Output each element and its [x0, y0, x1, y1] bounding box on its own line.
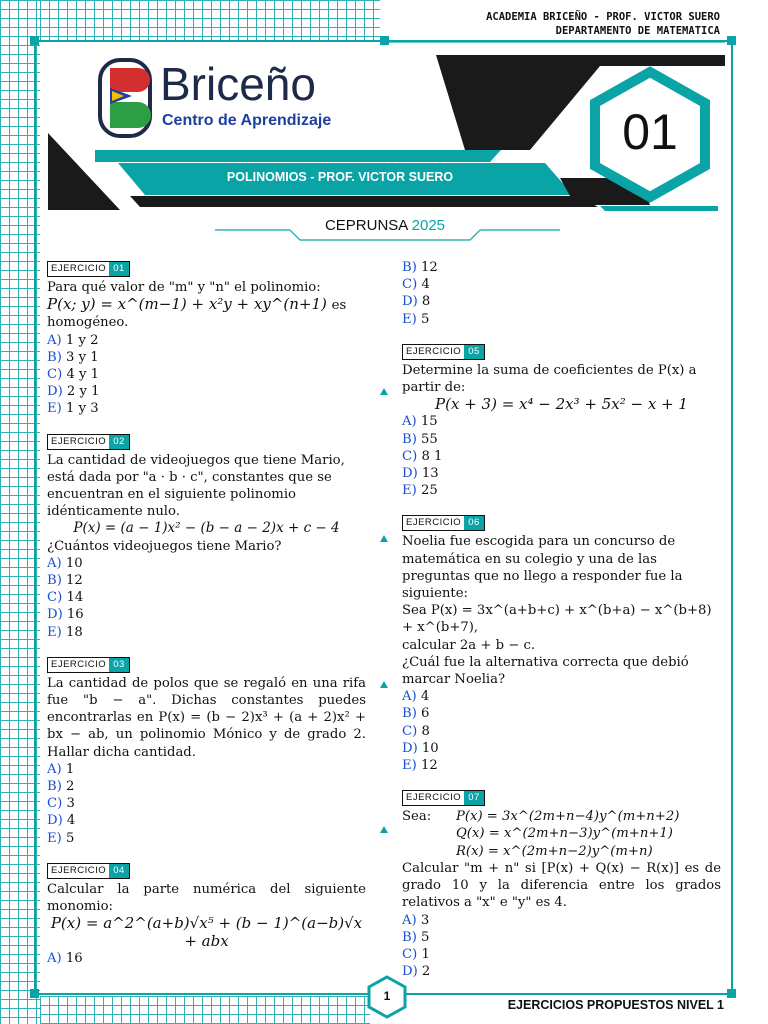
- option-value: 4 y 1: [66, 367, 100, 383]
- option-value: 4: [421, 277, 430, 293]
- option-letter: C): [402, 946, 418, 962]
- bullet-triangle-icon: [380, 681, 388, 688]
- option-value: 10: [65, 555, 83, 571]
- option-value: 13: [421, 466, 439, 482]
- option-letter: A): [47, 332, 62, 348]
- exercise-04: [47, 861, 366, 967]
- option-letter: E): [47, 830, 62, 846]
- option-value: 5: [420, 311, 430, 327]
- sea-label: Sea:: [402, 809, 432, 825]
- answer-option: [402, 276, 721, 293]
- bullet-triangle-icon: [380, 535, 388, 542]
- option-value: 16: [66, 607, 84, 623]
- option-letter: E): [402, 758, 417, 774]
- option-list: [47, 950, 366, 967]
- exercise-statement: La cantidad de polos que se regaló en una rifa fue "b − a". Dichas constantes puedes encontrarlas en P(x) = (b − 2)x³ + (a + 2)x² + bx − ab, un polinomio Mónico y de grado 2. Hallar dicha cantidad.: [47, 675, 366, 760]
- option-list: [402, 413, 721, 499]
- q-definition: Q(x) = x^(2m+n−3)y^(m+n+1): [456, 826, 673, 842]
- answer-option: [47, 349, 366, 366]
- exercise-tag: EJERCICIO 01: [47, 261, 130, 277]
- answer-option: [402, 448, 721, 465]
- exercise-04-continued: [402, 259, 721, 328]
- definitions: [402, 808, 721, 860]
- exam-year: 2025: [411, 217, 446, 234]
- answer-option: [47, 572, 366, 589]
- option-letter: A): [47, 950, 62, 966]
- option-value: 15: [420, 414, 438, 430]
- answer-option: [47, 366, 366, 383]
- exercise-question: ¿Cuántos videojuegos tiene Mario?: [47, 538, 282, 554]
- option-list: [47, 555, 366, 641]
- answer-option: [402, 912, 721, 929]
- option-value: 18: [65, 624, 83, 640]
- option-value: 6: [421, 706, 430, 722]
- answer-option: [47, 761, 366, 778]
- option-value: 1: [65, 761, 75, 777]
- option-letter: A): [402, 912, 417, 928]
- option-letter: B): [402, 260, 417, 275]
- exercise-statement: La cantidad de videojuegos que tiene Mario, está dada por "a · b · c", constantes que se encuentran en el siguiente polinomio idénticamente nulo.: [47, 452, 345, 520]
- answer-option: [402, 740, 721, 757]
- option-letter: B): [402, 431, 417, 447]
- answer-option: [402, 259, 721, 276]
- exercise-tag: EJERCICIO 02: [47, 434, 130, 450]
- answer-option: [402, 946, 721, 963]
- p-definition: P(x) = 3x^(2m+n−4)y^(m+n+2): [456, 809, 680, 825]
- exercise-formula: Sea P(x) = 3x^(a+b+c) + x^(b+a) − x^(b+8) + x^(b+7),: [402, 603, 712, 636]
- answer-option: [47, 606, 366, 623]
- exercise-tag: EJERCICIO 05: [402, 344, 485, 360]
- option-letter: C): [402, 723, 418, 739]
- option-list: [402, 259, 721, 328]
- corner-square: [30, 989, 39, 998]
- exercise-statement-end: homogéneo.: [47, 315, 129, 331]
- option-letter: D): [402, 294, 418, 310]
- exercise-tag: EJERCICIO 04: [47, 863, 130, 879]
- exercise-tag: EJERCICIO 03: [47, 657, 130, 673]
- answer-option: [47, 400, 366, 417]
- option-value: 1: [421, 946, 430, 962]
- page-number: 1: [383, 989, 391, 1003]
- answer-option: [47, 950, 366, 967]
- option-letter: D): [47, 384, 63, 400]
- sheet-number: 01: [622, 104, 678, 160]
- answer-option: [402, 723, 721, 740]
- right-column: [402, 259, 721, 994]
- option-value: 12: [420, 758, 438, 774]
- option-value: 10: [421, 740, 439, 756]
- answer-option: [402, 482, 721, 499]
- option-value: 4: [420, 689, 430, 705]
- option-value: 12: [66, 573, 83, 589]
- exercise-02: [47, 432, 366, 641]
- option-letter: B): [47, 573, 62, 589]
- brand-name: Briceño: [160, 58, 316, 110]
- exercise-statement: Calcular "m + n" si [P(x) + Q(x) − R(x)] es de grado 10 y la diferencia entre los grados relativos a "x" e "y" es 4.: [402, 860, 721, 911]
- option-letter: A): [402, 414, 417, 430]
- answer-option: [47, 555, 366, 572]
- option-value: 14: [66, 590, 84, 606]
- answer-option: [402, 963, 721, 980]
- option-value: 2: [66, 779, 75, 795]
- option-letter: E): [402, 311, 417, 327]
- exercise-formula: P(x + 3) = x⁴ − 2x³ + 5x² − x + 1: [435, 395, 688, 414]
- exam-name: CEPRUNSA: [324, 217, 408, 234]
- option-value: 3: [420, 912, 430, 928]
- exercise-statement: Para qué valor de "m" y "n" el polinomio:: [47, 280, 321, 295]
- option-value: 1 y 2: [65, 332, 99, 348]
- option-value: 3: [66, 796, 75, 812]
- footer-title: EJERCICIOS PROPUESTOS NIVEL 1: [507, 998, 724, 1012]
- exercise-formula: P(x; y) = x^(m−1) + x²y + xy^(n+1) es: [47, 295, 347, 314]
- option-value: 2: [421, 964, 431, 980]
- answer-option: [47, 795, 366, 812]
- exercise-statement: Calcular la parte numérica del siguiente monomio:: [47, 881, 366, 915]
- option-letter: B): [402, 706, 417, 722]
- exercise-tag: EJERCICIO 07: [402, 790, 485, 806]
- answer-option: [402, 705, 721, 722]
- option-letter: D): [402, 466, 418, 482]
- option-letter: D): [47, 607, 63, 623]
- option-letter: B): [47, 349, 62, 365]
- answer-option: [402, 757, 721, 774]
- option-value: 2 y 1: [66, 384, 100, 400]
- exercise-statement: Determine la suma de coeficientes de P(x) a partir de:: [402, 362, 697, 396]
- bullet-triangle-icon: [380, 826, 388, 833]
- brand-logo-icon: [98, 58, 154, 138]
- exercise-formula: P(x) = (a − 1)x² − (b − a − 2)x + c − 4: [73, 520, 340, 537]
- answer-option: [402, 311, 721, 328]
- option-value: 5: [65, 830, 75, 846]
- option-value: 1 y 3: [65, 401, 99, 417]
- exercise-01: [47, 259, 366, 418]
- exercise-03: [47, 655, 366, 847]
- exercise-05: [402, 342, 721, 500]
- answer-option: [47, 624, 366, 641]
- answer-option: [402, 413, 721, 430]
- option-list: [47, 332, 366, 418]
- option-value: 55: [421, 431, 438, 447]
- option-letter: C): [47, 590, 63, 606]
- option-letter: E): [47, 624, 62, 640]
- option-value: 16: [65, 950, 83, 966]
- answer-option: [402, 929, 721, 946]
- exercise-formula: P(x) = a^2^(a+b)√x⁵ + (b − 1)^(a−b)√x + abx: [50, 914, 363, 950]
- option-letter: C): [47, 796, 63, 812]
- polynomial-definitions: [456, 808, 679, 860]
- corner-square: [727, 989, 736, 998]
- answer-option: [402, 465, 721, 482]
- option-value: 8: [421, 294, 431, 310]
- exercise-statement-end: calcular 2a + b − c.: [402, 637, 536, 653]
- exercise-06: [402, 513, 721, 774]
- answer-option: [402, 688, 721, 705]
- option-list: [47, 761, 366, 847]
- department-name: DEPARTAMENTO DE MATEMATICA: [555, 25, 720, 37]
- option-letter: C): [402, 277, 418, 293]
- option-letter: D): [402, 740, 418, 756]
- left-column: [47, 259, 366, 981]
- answer-option: [47, 383, 366, 400]
- exercise-tag: EJERCICIO 06: [402, 515, 485, 531]
- answer-option: [47, 332, 366, 349]
- option-letter: D): [47, 813, 63, 829]
- answer-option: [402, 293, 721, 310]
- answer-option: [47, 830, 366, 847]
- brand-subtitle: Centro de Aprendizaje: [162, 112, 332, 129]
- r-definition: R(x) = x^(2m+n−2)y^(m+n): [456, 843, 653, 859]
- exercise-07: [402, 788, 721, 980]
- banner-title: POLINOMIOS - PROF. VICTOR SUERO: [226, 170, 454, 184]
- option-letter: E): [402, 483, 417, 499]
- option-letter: A): [47, 555, 62, 571]
- grid-pattern-bottom: [40, 996, 370, 1024]
- option-value: 3 y 1: [66, 349, 99, 365]
- option-value: 8 1: [421, 448, 443, 464]
- option-letter: C): [47, 367, 63, 383]
- exercise-question: ¿Cuál fue la alternativa correcta que debió marcar Noelia?: [402, 654, 689, 688]
- answer-option: [402, 431, 721, 448]
- academy-name: ACADEMIA BRICEÑO - PROF. VICTOR SUERO: [486, 11, 720, 23]
- option-letter: A): [47, 761, 62, 777]
- answer-option: [47, 589, 366, 606]
- option-value: 12: [421, 260, 438, 275]
- answer-option: [47, 812, 366, 829]
- option-letter: B): [402, 929, 417, 945]
- option-value: 4: [66, 813, 76, 829]
- option-letter: E): [47, 401, 62, 417]
- option-list: [402, 688, 721, 774]
- exercise-statement: Noelia fue escogida para un concurso de matemática en su colegio y una de las preguntas que no llego a responder fue la siguiente:: [402, 534, 683, 602]
- option-value: 8: [421, 723, 430, 739]
- bullet-triangle-icon: [380, 388, 388, 395]
- option-letter: D): [402, 964, 418, 980]
- answer-option: [47, 778, 366, 795]
- option-letter: B): [47, 779, 62, 795]
- option-letter: A): [402, 689, 417, 705]
- option-value: 5: [421, 929, 430, 945]
- option-value: 25: [420, 483, 438, 499]
- exam-title: [290, 217, 480, 234]
- option-letter: C): [402, 448, 418, 464]
- option-list: [402, 912, 721, 981]
